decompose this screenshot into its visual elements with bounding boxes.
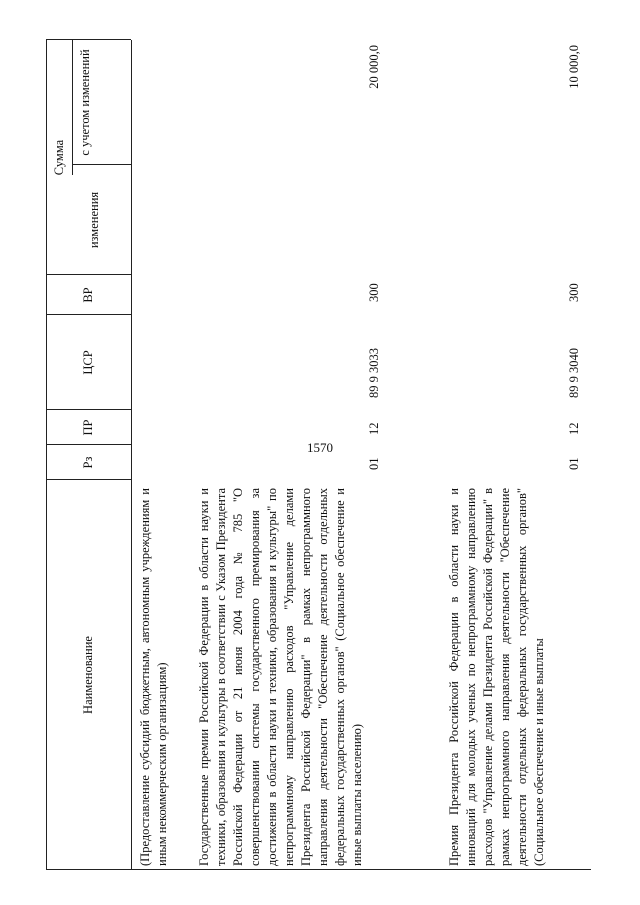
header-bottom-border (131, 40, 132, 870)
budget-table (46, 40, 591, 870)
header-rz: Рз (81, 456, 95, 469)
header-name: Наименование (81, 636, 95, 714)
row-3-vr: 300 (567, 283, 581, 302)
header-pr: ПР (81, 419, 95, 436)
header-vr: ВР (81, 287, 95, 303)
header-sum: Сумма (52, 139, 66, 176)
page-number: 1570 (307, 440, 333, 455)
row-2-rz: 01 (367, 457, 381, 470)
row-2-pr: 12 (367, 422, 381, 435)
row-1-name: (Предоставление субсидий бюджетным, автономным учреждениям и иным некоммерческим организациям) (138, 488, 169, 866)
body-left-border (131, 869, 591, 870)
row-3-csr: 89 9 3040 (567, 348, 581, 398)
row-3-with-change: 10 000,0 (567, 45, 581, 89)
sum-subheader-line (72, 40, 73, 175)
header-csr: ЦСР (81, 350, 95, 375)
row-3-rz: 01 (567, 457, 581, 470)
header-change: изменения (87, 191, 101, 249)
row-2-with-change: 20 000,0 (367, 45, 381, 89)
row-2-csr: 89 9 3033 (367, 348, 381, 398)
table-top-border (46, 40, 47, 870)
row-2-vr: 300 (367, 283, 381, 302)
row-2-name: Государственные премии Российской Федерации в области науки и техники, образования и культуры в соответствии с Указом Президента Российской Федерации от 21 июня 2004 года № 785 "О совершенствовании системы государственного премирования за достижения в области науки и техники, образования и культуры" по непрограммному направлению расходов "Управление делами Президента Российской Федерации" в рамках непрограммного направления деятельности "Обеспечение деятельности отдельных федеральных государственных органов" (Социальное обеспечение и иные выплаты населению) (197, 488, 364, 866)
header-with-change: с учетом изменений (78, 49, 92, 156)
row-3-name: Премия Президента Российской Федерации в области науки и инноваций для молодых ученых по непрограммному направлению расходов "Управление делами Президента Российской Федерации" в рамках непрограммного направления деятельности "Обеспечение деятельности отдельных федеральных государственных органов" (Социальное обеспечение и иные выплаты (447, 488, 546, 866)
row-3-pr: 12 (567, 422, 581, 435)
